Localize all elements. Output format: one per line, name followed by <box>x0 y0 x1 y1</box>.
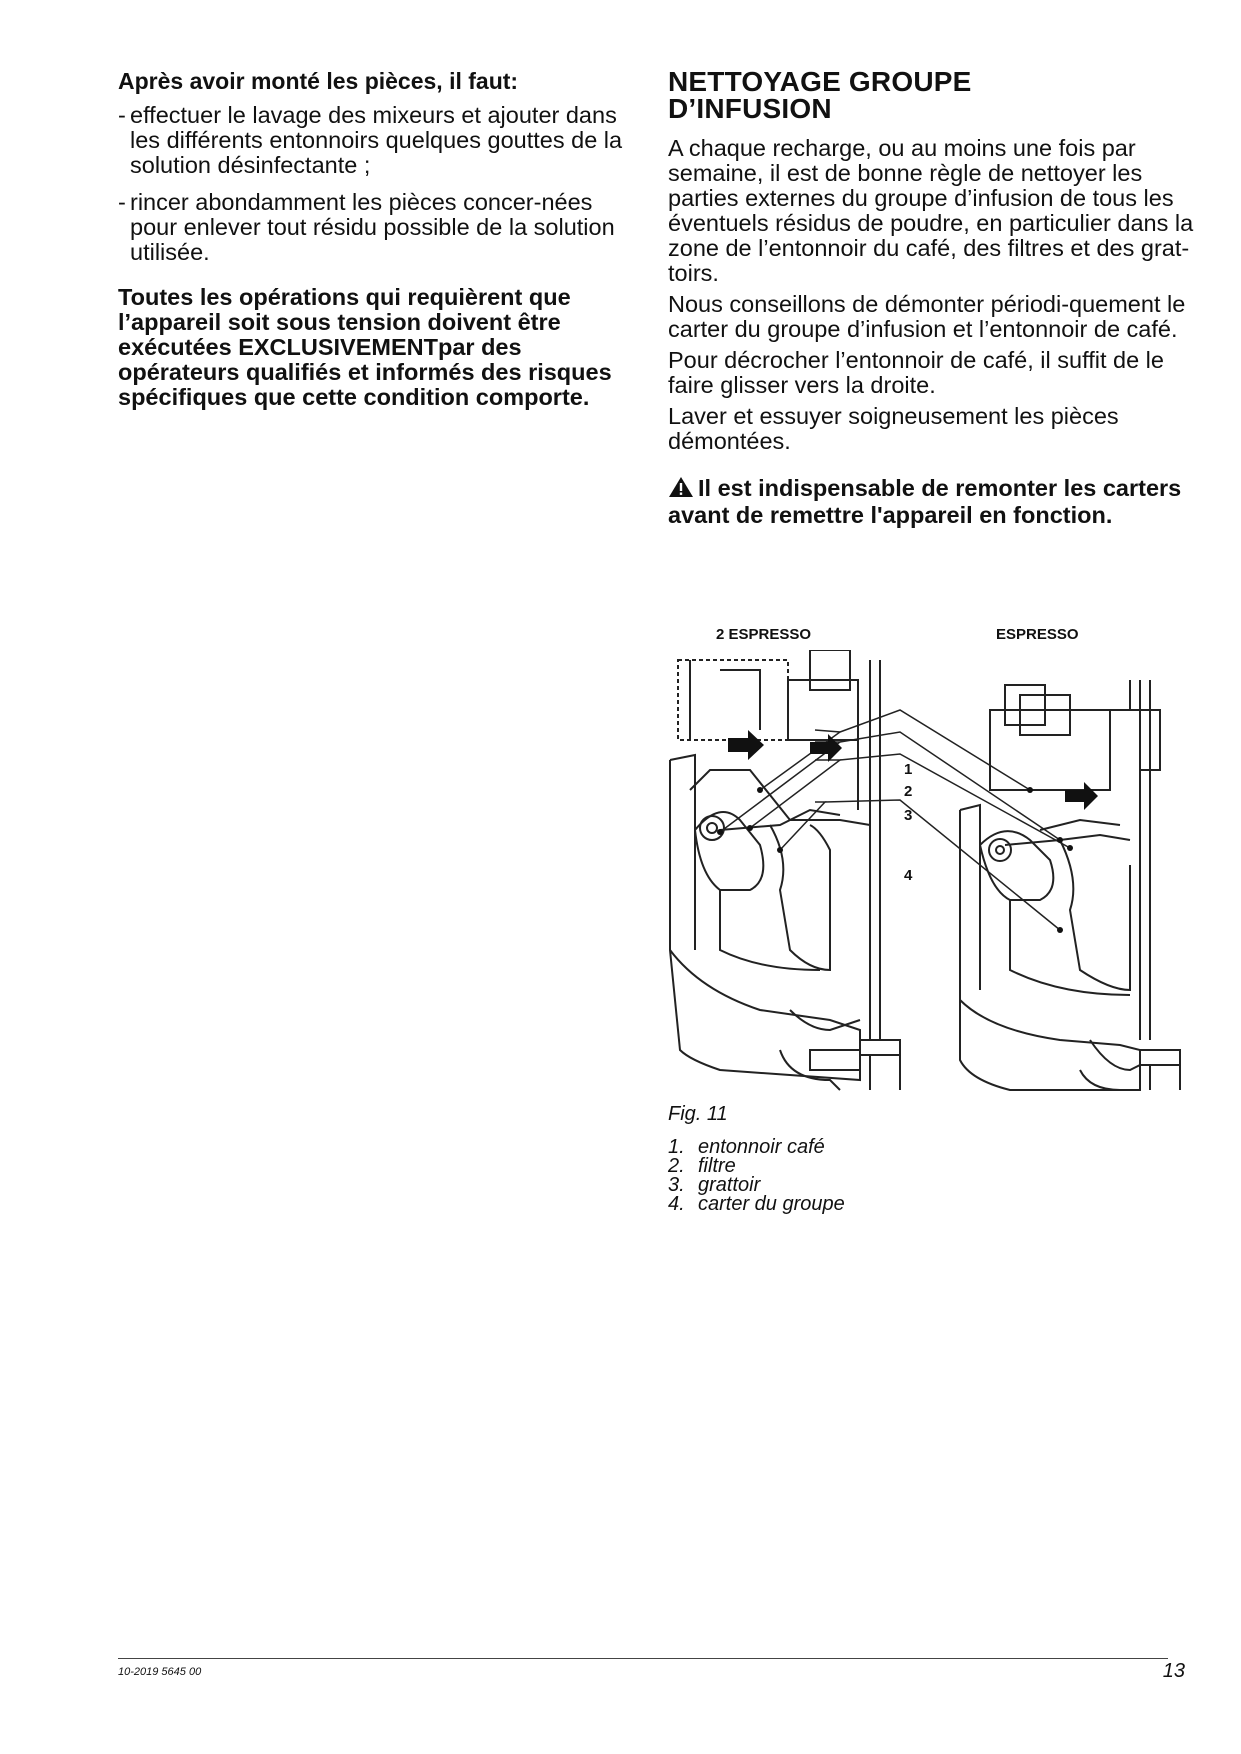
callout-leaders <box>720 710 1070 930</box>
legend-item: 1. entonnoir café <box>668 1136 825 1158</box>
section-heading: NETTOYAGE GROUPE D’INFUSION <box>668 66 972 124</box>
left-lead: Après avoir monté les pièces, il faut: <box>118 68 519 94</box>
callout-4: 4 <box>904 867 913 884</box>
right-unit-drawing <box>960 680 1180 1090</box>
paragraph: Nous conseillons de démonter périodi-quement le carter du groupe d’infusion et l’entonnoir de café. <box>668 291 1186 342</box>
legend-item: 3. grattoir <box>668 1174 761 1196</box>
arrow-right-icon <box>1065 782 1098 810</box>
arrow-right-icon <box>810 734 842 762</box>
callout-3: 3 <box>904 807 913 824</box>
legend-item: 2. filtre <box>668 1155 736 1177</box>
footer-rule <box>118 1658 1168 1659</box>
right-warning: Il est indispensable de remonter les carters avant de remettre l'appareil en fonction. <box>668 475 1182 528</box>
bullet-item: - rincer abondamment les pièces concer-nées pour enlever tout résidu possible de la solution utilisée. <box>118 189 615 265</box>
callout-numbers <box>904 761 913 884</box>
figure-label-left: 2 ESPRESSO <box>716 626 812 643</box>
arrow-right-icon <box>728 730 764 760</box>
paragraph: Laver et essuyer soigneusement les pièces démontées. <box>668 403 1119 454</box>
left-column <box>118 68 638 434</box>
figure-caption: Fig. 11 <box>668 1103 728 1125</box>
left-unit-drawing <box>670 650 900 1090</box>
figure-label-right: ESPRESSO <box>996 626 1079 643</box>
left-warning: Toutes les opérations qui requièrent que l’appareil soit sous tension doivent être exécutées EXCLUSIVEMENTpar des opérateurs qualifiés et informés des risques spécifiques que cette condition comporte. <box>118 284 612 410</box>
direction-arrows <box>728 730 1098 810</box>
right-column <box>668 68 1198 552</box>
bullet-item: - effectuer le lavage des mixeurs et ajouter dans les différents entonnoirs quelques gouttes de la solution désinfectante ; <box>118 102 623 178</box>
legend-item: 4. carter du groupe <box>668 1193 845 1215</box>
page-number: 13 <box>1162 1660 1185 1682</box>
figure-legend <box>668 1138 845 1214</box>
callout-1: 1 <box>904 761 913 778</box>
warning-icon <box>668 476 694 503</box>
document-code: 10-2019 5645 00 <box>118 1666 202 1678</box>
paragraph: Pour décrocher l’entonnoir de café, il suffit de le faire glisser vers la droite. <box>668 347 1164 398</box>
callout-2: 2 <box>904 783 913 800</box>
left-bullet-list <box>118 103 638 265</box>
paragraph: A chaque recharge, ou au moins une fois par semaine, il est de bonne règle de nettoyer les parties externes du groupe d’infusion de tous les éventuels résidus de poudre, en particulier dans la zone de l’entonnoir du café, des filtres et des grat-toirs. <box>668 135 1194 286</box>
infusion-group-illustration <box>660 650 1200 1095</box>
